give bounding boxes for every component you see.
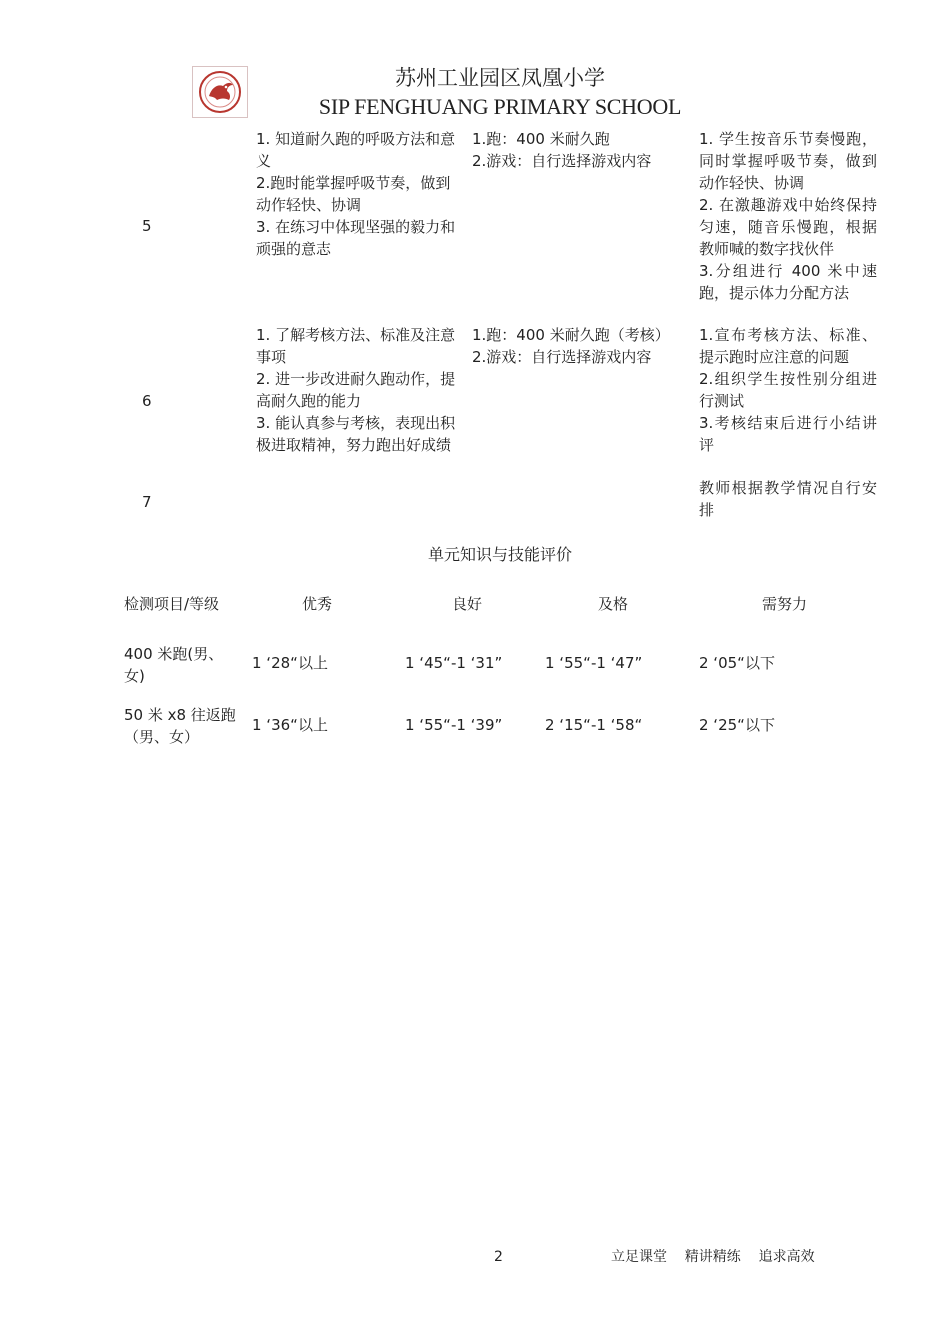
evaluation-cell: 2 ‘05“以下 bbox=[699, 654, 775, 672]
evaluation-header-excellent: 优秀 bbox=[302, 595, 333, 613]
evaluation-row-item: 50 米 x8 往返跑（男、女） bbox=[124, 706, 236, 746]
lesson-method: 1.宣布考核方法、标准、提示跑时应注意的问题 2.组织学生按性别分组进行测试 3.考核结束后进行小结讲评 bbox=[699, 326, 877, 454]
evaluation-cell: 1 ‘55“-1 ‘39” bbox=[405, 716, 503, 734]
evaluation-cell: 1 ‘45“-1 ‘31” bbox=[405, 654, 503, 672]
school-name-chinese: 苏州工业园区凤凰小学 bbox=[395, 66, 605, 90]
lesson-number: 7 bbox=[142, 493, 152, 511]
evaluation-header-good: 良好 bbox=[452, 595, 483, 613]
evaluation-cell: 1 ‘28“以上 bbox=[252, 654, 328, 672]
evaluation-row-item: 400 米跑(男、女) bbox=[124, 645, 224, 685]
evaluation-cell: 1 ‘36“以上 bbox=[252, 716, 328, 734]
evaluation-header-item: 检测项目/等级 bbox=[124, 595, 220, 613]
evaluation-cell: 2 ‘15“-1 ‘58“ bbox=[545, 716, 643, 734]
evaluation-cell: 2 ‘25“以下 bbox=[699, 716, 775, 734]
evaluation-cell: 1 ‘55“-1 ‘47” bbox=[545, 654, 643, 672]
lesson-content: 1.跑：400 米耐久跑（考核） 2.游戏：自行选择游戏内容 bbox=[472, 326, 670, 366]
footer-motto: 立足课堂 精讲精练 追求高效 bbox=[611, 1249, 815, 1265]
lesson-number: 5 bbox=[142, 217, 152, 235]
lesson-goals: 1. 知道耐久跑的呼吸方法和意义 2.跑时能掌握呼吸节奏，做到动作轻快、协调 3. 在练习中体现坚强的毅力和顽强的意志 bbox=[256, 130, 456, 258]
lesson-content: 1.跑：400 米耐久跑 2.游戏：自行选择游戏内容 bbox=[472, 130, 652, 170]
page-number: 2 bbox=[494, 1249, 503, 1265]
school-name-english: SIP FENGHUANG PRIMARY SCHOOL bbox=[318, 94, 682, 119]
lesson-number: 6 bbox=[142, 392, 152, 410]
evaluation-title: 单元知识与技能评价 bbox=[427, 545, 572, 564]
evaluation-header-needs-effort: 需努力 bbox=[762, 595, 808, 613]
lesson-method: 1. 学生按音乐节奏慢跑，同时掌握呼吸节奏，做到动作轻快、协调 2. 在激趣游戏中始终保持匀速，随音乐慢跑，根据教师喊的数字找伙伴 3.分组进行 400 米中速跑，提示体力分配方法 bbox=[699, 130, 877, 302]
lesson-goals: 1. 了解考核方法、标准及注意事项 2. 进一步改进耐久跑动作，提高耐久跑的能力 3. 能认真参与考核，表现出积极进取精神，努力跑出好成绩 bbox=[256, 326, 456, 454]
phoenix-emblem-icon bbox=[196, 69, 244, 115]
school-logo bbox=[192, 66, 248, 118]
evaluation-header-pass: 及格 bbox=[598, 595, 629, 613]
lesson-method: 教师根据教学情况自行安排 bbox=[699, 479, 877, 519]
